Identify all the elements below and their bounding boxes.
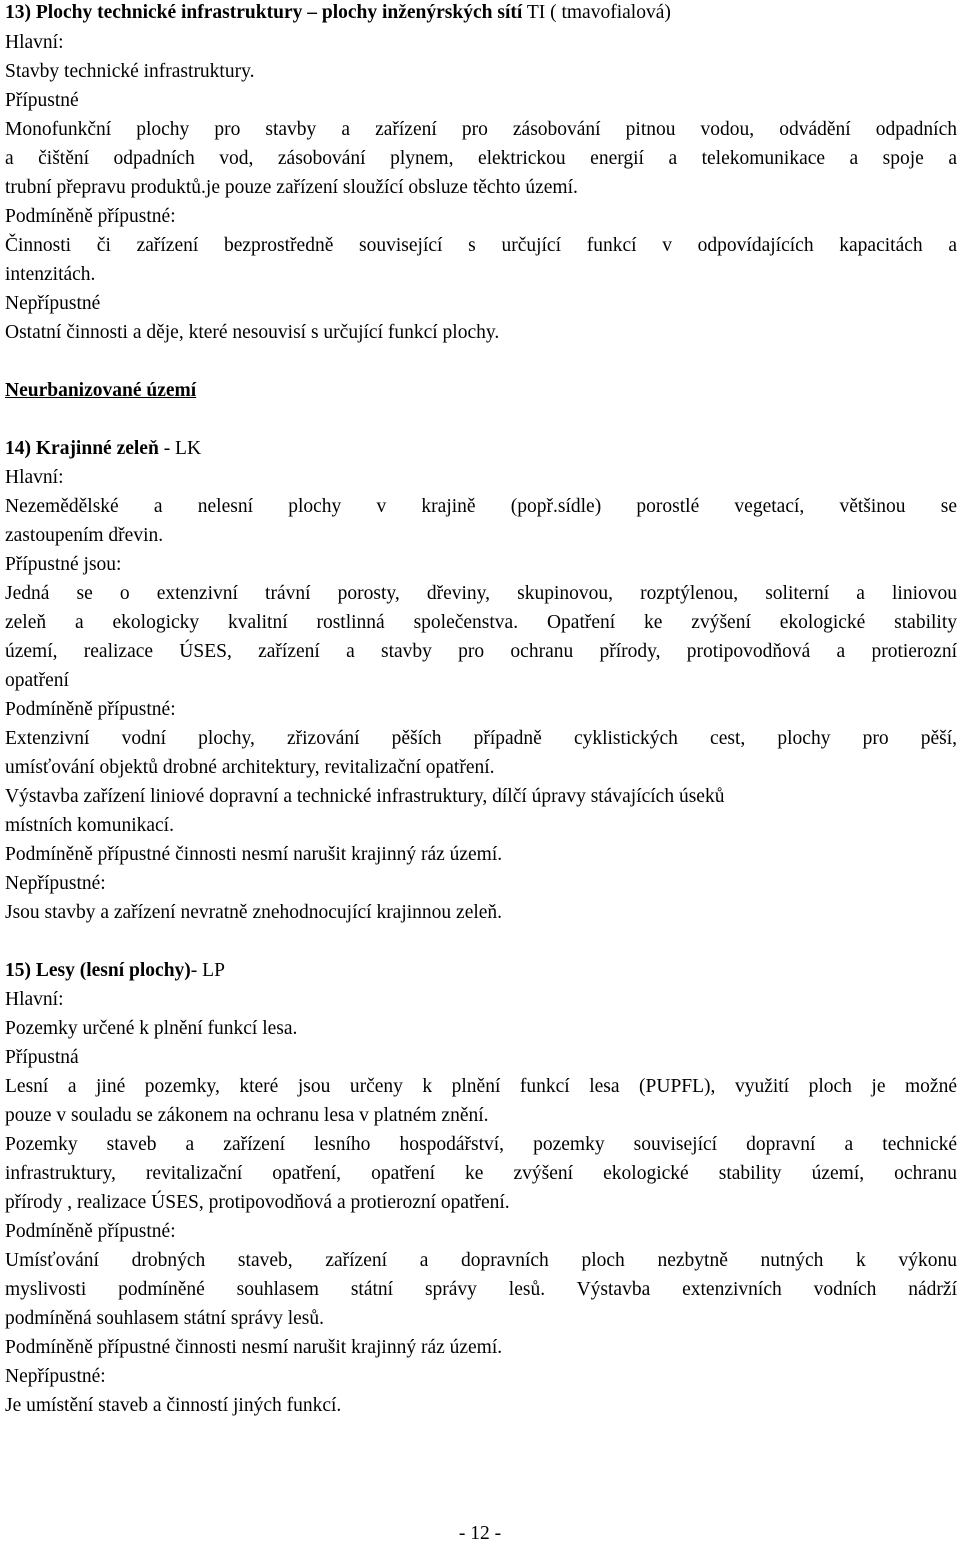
section-15-pripustna-line: Pozemky staveb a zařízení lesního hospodářství, pozemky související dopravní a technické (5, 1134, 957, 1155)
section-15-podminene-line: Umísťování drobných staveb, zařízení a dopravních ploch nezbytně nutných k výkonu (5, 1250, 957, 1271)
section-14-pripustne-line: zeleň a ekologicky kvalitní rostlinná společenstva. Opatření ke zvýšení ekologické stability (5, 612, 957, 633)
section-14-nepripustne-label: Nepřípustné: (5, 873, 106, 894)
section-15-pripustna-label: Přípustná (5, 1047, 79, 1068)
section-15-pripustna-line: pouze v souladu se zákonem na ochranu lesa v platném znění. (5, 1105, 489, 1126)
section-14-podminene-line: Podmíněně přípustné činnosti nesmí narušit krajinný ráz území. (5, 844, 503, 865)
section-14-pripustne-line: Jedná se o extenzivní trávní porosty, dřeviny, skupinovou, rozptýlenou, soliterní a liniovou (5, 583, 957, 604)
page-number: - 12 - (458, 1523, 502, 1544)
section-13-podminene-line: Činnosti či zařízení bezprostředně související s určující funkcí v odpovídajících kapacitách a (5, 235, 957, 256)
neurbanizovane-heading: Neurbanizované území (5, 380, 197, 401)
section-13-title-bold: 13) Plochy technické infrastruktury – plochy inženýrských sítí (5, 2, 523, 23)
section-13-pripustne-label: Přípustné (5, 90, 79, 111)
section-14-title-bold: 14) Krajinné zeleň (5, 438, 159, 459)
section-13-nepripustne-label: Nepřípustné (5, 293, 101, 314)
section-15-pripustna-line: Lesní a jiné pozemky, které jsou určeny k plnění funkcí lesa (PUPFL), využití ploch je možné (5, 1076, 957, 1097)
section-14-podminene-line: Extenzivní vodní plochy, zřizování pěších případně cyklistických cest, plochy pro pěší, (5, 728, 957, 749)
section-15-pripustna-line: přírody , realizace ÚSES, protipovodňová a protierozní opatření. (5, 1192, 510, 1213)
section-15-nepripustne-text: Je umístění staveb a činností jiných funkcí. (5, 1395, 342, 1416)
section-13-pripustne-line: Monofunkční plochy pro stavby a zařízení pro zásobování pitnou vodou, odvádění odpadních (5, 119, 957, 140)
section-15-title-code: - LP (190, 960, 225, 981)
section-14-podminene-line: Výstavba zařízení liniové dopravní a technické infrastruktury, dílčí úpravy stávajících úseků (5, 786, 725, 807)
section-14-nepripustne-text: Jsou stavby a zařízení nevratně znehodnocující krajinnou zeleň. (5, 902, 503, 923)
section-13-nepripustne-text: Ostatní činnosti a děje, které nesouvisí s určující funkcí plochy. (5, 322, 500, 343)
section-14-hlavni-line: zastoupením dřevin. (5, 525, 164, 546)
section-15-nepripustne-label: Nepřípustné: (5, 1366, 106, 1387)
section-13-title-code: TI ( tmavofialová) (522, 2, 671, 23)
section-14-podminene-line: místních komunikací. (5, 815, 174, 836)
section-15-title-bold: 15) Lesy (lesní plochy) (5, 960, 191, 981)
section-14-podminene-label: Podmíněně přípustné: (5, 699, 176, 720)
section-14-title (5, 439, 201, 459)
section-13-podminene-label: Podmíněně přípustné: (5, 206, 176, 227)
section-14-hlavni-label: Hlavní: (5, 467, 64, 488)
section-15-hlavni-label: Hlavní: (5, 989, 64, 1010)
section-13-hlavni-label: Hlavní: (5, 32, 64, 53)
section-14-title-code: - LK (158, 438, 202, 459)
section-15-podminene-line: Podmíněně přípustné činnosti nesmí narušit krajinný ráz území. (5, 1337, 503, 1358)
section-13-pripustne-line: trubní přepravu produktů.je pouze zařízení sloužící obsluze těchto území. (5, 177, 578, 198)
section-14-pripustne-label: Přípustné jsou: (5, 554, 122, 575)
section-13-podminene-line: intenzitách. (5, 264, 96, 285)
section-14-pripustne-line: území, realizace ÚSES, zařízení a stavby pro ochranu přírody, protipovodňová a protierozní (5, 641, 957, 662)
section-13-title (5, 3, 671, 23)
section-15-podminene-line: podmíněná souhlasem státní správy lesů. (5, 1308, 324, 1329)
section-14-podminene-line: umísťování objektů drobné architektury, revitalizační opatření. (5, 757, 495, 778)
section-15-pripustna-line: infrastruktury, revitalizační opatření, opatření ke zvýšení ekologické stability území, ochranu (5, 1163, 957, 1184)
section-15-hlavni-text: Pozemky určené k plnění funkcí lesa. (5, 1018, 298, 1039)
section-13-pripustne-line: a čištění odpadních vod, zásobování plynem, elektrickou energií a telekomunikace a spoje a (5, 148, 957, 169)
section-15-podminene-line: myslivosti podmíněné souhlasem státní správy lesů. Výstavba extenzivních vodních nádrží (5, 1279, 957, 1300)
section-14-hlavni-line: Nezemědělské a nelesní plochy v krajině (popř.sídle) porostlé vegetací, většinou se (5, 496, 957, 517)
section-14-pripustne-line: opatření (5, 670, 69, 691)
section-13-hlavni-text: Stavby technické infrastruktury. (5, 61, 255, 82)
section-15-podminene-label: Podmíněně přípustné: (5, 1221, 176, 1242)
section-15-title (5, 961, 225, 981)
